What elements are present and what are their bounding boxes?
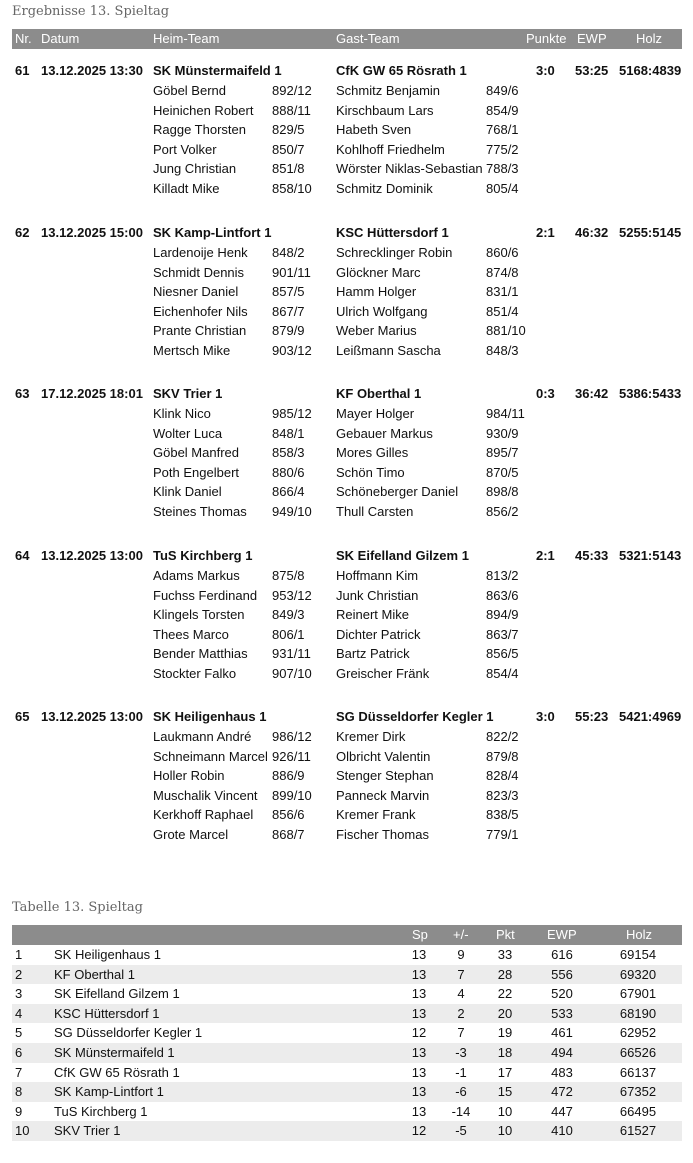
match-block <box>12 225 682 365</box>
table-row <box>12 945 682 965</box>
table-ewp: 447 <box>551 1103 573 1119</box>
home-player-score: 857/5 <box>272 284 305 299</box>
table-row <box>12 1082 682 1102</box>
match-holz: 5386:5433 <box>619 386 682 401</box>
table-ewp: 483 <box>551 1064 573 1080</box>
table-holz: 67901 <box>619 986 657 1002</box>
table-holz: 66137 <box>619 1064 657 1080</box>
home-player-name: Ragge Thorsten <box>153 122 246 137</box>
guest-player-score: 856/5 <box>486 646 519 661</box>
guest-player-score: 775/2 <box>486 141 519 157</box>
guest-player-name: Wörster Niklas-Sebastian <box>336 161 483 176</box>
match-block <box>12 386 682 526</box>
home-team-name: SK Münstermaifeld 1 <box>153 63 282 78</box>
guest-player-name: Reinert Mike <box>336 607 409 622</box>
results-title: Ergebnisse 13. Spieltag <box>12 4 170 19</box>
home-player-name: Göbel Bernd <box>153 83 226 98</box>
guest-player-score: 894/9 <box>486 607 519 622</box>
match-ewp: 53:25 <box>575 63 609 78</box>
home-player-name: Lardenoije Henk <box>153 245 248 260</box>
guest-player-name: Kohlhoff Friedhelm <box>336 141 445 157</box>
header-holz: Holz <box>636 31 663 46</box>
home-player-name: Bender Matthias <box>153 646 248 661</box>
table-team: CfK GW 65 Rösrath 1 <box>54 1064 180 1080</box>
match-ewp: 36:42 <box>575 386 609 401</box>
guest-player-score: 874/8 <box>486 264 519 280</box>
table-rank: 1 <box>15 947 23 962</box>
table-diff: 9 <box>457 947 465 962</box>
table-pkt: 33 <box>497 947 513 962</box>
guest-player-score: 863/6 <box>486 587 519 603</box>
guest-player-name: Kirschbaum Lars <box>336 102 434 118</box>
match-nr: 63 <box>15 386 30 401</box>
table-sp: 12 <box>411 1123 427 1139</box>
home-player-name: Holler Robin <box>153 768 225 783</box>
match-block <box>12 709 682 849</box>
table-ewp: 556 <box>551 966 573 982</box>
home-player-score: 899/10 <box>272 787 312 803</box>
home-player-name: Klink Daniel <box>153 484 222 499</box>
guest-player-name: Schön Timo <box>336 464 405 480</box>
table-row <box>12 1023 682 1043</box>
home-player-name: Poth Engelbert <box>153 464 240 480</box>
guest-player-name: Stenger Stephan <box>336 768 434 783</box>
match-datum: 13.12.2025 13:00 <box>41 548 143 563</box>
table-diff: -1 <box>455 1064 467 1080</box>
results-header <box>12 29 682 49</box>
header-table-ewp: EWP <box>547 927 577 942</box>
table-sp: 13 <box>411 966 427 982</box>
home-player-score: 875/8 <box>272 568 305 583</box>
home-player-score: 949/10 <box>272 503 312 519</box>
header-gast: Gast-Team <box>336 31 400 46</box>
guest-player-name: Ulrich Wolfgang <box>336 303 428 319</box>
table-team: SK Kamp-Lintfort 1 <box>54 1084 164 1100</box>
guest-player-name: Habeth Sven <box>336 122 412 137</box>
home-player-score: 806/1 <box>272 626 305 642</box>
home-player-score: 867/7 <box>272 303 305 319</box>
home-player-name: Kerkhoff Raphael <box>153 807 254 822</box>
home-player-score: 903/12 <box>272 342 312 358</box>
table-row <box>12 1004 682 1024</box>
table-row <box>12 1102 682 1122</box>
table-team: KSC Hüttersdorf 1 <box>54 1005 160 1021</box>
standings-table <box>12 945 682 1141</box>
home-player-score: 879/9 <box>272 323 305 338</box>
home-player-score: 931/11 <box>272 646 311 661</box>
guest-player-name: Schöneberger Daniel <box>336 484 459 499</box>
table-sp: 13 <box>411 1005 427 1021</box>
home-player-score: 850/7 <box>272 141 305 157</box>
table-holz: 66495 <box>619 1103 657 1119</box>
header-heim: Heim-Team <box>153 31 220 46</box>
guest-player-name: Fischer Thomas <box>336 826 429 842</box>
guest-player-score: 779/1 <box>486 826 519 842</box>
header-table-holz: Holz <box>626 927 653 942</box>
home-team-name: TuS Kirchberg 1 <box>153 548 253 563</box>
guest-player-score: 768/1 <box>486 122 519 137</box>
table-pkt: 18 <box>497 1044 513 1060</box>
match-holz: 5168:4839 <box>619 63 682 78</box>
match-nr: 64 <box>15 548 30 563</box>
home-player-score: 858/10 <box>272 180 312 196</box>
table-sp: 12 <box>411 1025 427 1041</box>
table-title: Tabelle 13. Spieltag <box>12 900 143 915</box>
table-holz: 66526 <box>619 1044 657 1060</box>
match-holz: 5321:5143 <box>619 548 682 563</box>
table-team: KF Oberthal 1 <box>54 966 135 982</box>
guest-player-name: Weber Marius <box>336 323 417 338</box>
table-row <box>12 965 682 985</box>
table-sp: 13 <box>411 1103 427 1119</box>
table-ewp: 410 <box>551 1123 573 1139</box>
home-player-score: 888/11 <box>272 102 311 118</box>
home-player-name: Port Volker <box>153 141 217 157</box>
match-holz: 5255:5145 <box>619 225 682 240</box>
guest-player-name: Olbricht Valentin <box>336 748 431 764</box>
home-player-score: 986/12 <box>272 729 312 744</box>
home-player-name: Niesner Daniel <box>153 284 239 299</box>
table-rank: 4 <box>15 1005 23 1021</box>
guest-player-name: Hoffmann Kim <box>336 568 419 583</box>
table-pkt: 17 <box>497 1064 513 1080</box>
table-sp: 13 <box>411 1064 427 1080</box>
table-diff: -6 <box>455 1084 467 1100</box>
table-row <box>12 1121 682 1141</box>
match-holz: 5421:4969 <box>619 709 682 724</box>
table-row <box>12 984 682 1004</box>
table-sp: 13 <box>411 986 427 1002</box>
home-player-name: Jung Christian <box>153 161 237 176</box>
guest-player-score: 898/8 <box>486 484 519 499</box>
home-player-score: 829/5 <box>272 122 305 137</box>
home-player-name: Thees Marco <box>153 626 229 642</box>
match-ewp: 55:23 <box>575 709 609 724</box>
home-player-name: Killadt Mike <box>153 180 220 196</box>
table-team: SK Eifelland Gilzem 1 <box>54 986 180 1002</box>
match-nr: 62 <box>15 225 30 240</box>
guest-player-name: Kremer Frank <box>336 807 416 822</box>
table-sp: 13 <box>411 1044 427 1060</box>
table-row <box>12 1043 682 1063</box>
home-player-score: 907/10 <box>272 665 312 681</box>
home-player-name: Eichenhofer Nils <box>153 303 248 319</box>
table-ewp: 472 <box>551 1084 573 1100</box>
guest-team-name: KF Oberthal 1 <box>336 386 422 401</box>
table-holz: 62952 <box>619 1025 657 1041</box>
guest-player-score: 881/10 <box>486 323 526 338</box>
match-nr: 65 <box>15 709 30 724</box>
home-player-score: 848/2 <box>272 245 305 260</box>
guest-player-score: 930/9 <box>486 425 519 441</box>
guest-player-name: Panneck Marvin <box>336 787 430 803</box>
guest-player-score: 984/11 <box>486 406 525 421</box>
home-team-name: SKV Trier 1 <box>153 386 223 401</box>
home-player-score: 866/4 <box>272 484 305 499</box>
match-datum: 13.12.2025 13:00 <box>41 709 143 724</box>
guest-player-score: 870/5 <box>486 464 519 480</box>
home-player-name: Schmidt Dennis <box>153 264 245 280</box>
header-sp: Sp <box>412 927 428 942</box>
guest-player-score: 813/2 <box>486 568 519 583</box>
guest-player-name: Thull Carsten <box>336 503 414 519</box>
table-row <box>12 1063 682 1083</box>
home-player-name: Fuchss Ferdinand <box>153 587 258 603</box>
header-ewp: EWP <box>577 31 607 46</box>
home-player-name: Grote Marcel <box>153 826 229 842</box>
table-pkt: 10 <box>497 1123 513 1139</box>
home-player-score: 892/12 <box>272 83 312 98</box>
table-team: TuS Kirchberg 1 <box>54 1103 148 1119</box>
table-team: SG Düsseldorfer Kegler 1 <box>54 1025 203 1041</box>
home-player-name: Muschalik Vincent <box>153 787 258 803</box>
match-punkte: 3:0 <box>536 63 555 78</box>
guest-player-score: 854/4 <box>486 665 519 681</box>
guest-player-name: Bartz Patrick <box>336 646 410 661</box>
match-datum: 13.12.2025 15:00 <box>41 225 143 240</box>
guest-player-score: 849/6 <box>486 83 519 98</box>
home-player-name: Stockter Falko <box>153 665 237 681</box>
table-sp: 13 <box>411 1084 427 1100</box>
guest-team-name: SK Eifelland Gilzem 1 <box>336 548 469 563</box>
table-rank: 3 <box>15 986 23 1002</box>
guest-player-name: Schmitz Dominik <box>336 180 433 196</box>
home-player-name: Mertsch Mike <box>153 342 231 358</box>
home-player-score: 848/1 <box>272 425 305 441</box>
guest-team-name: CfK GW 65 Rösrath 1 <box>336 63 467 78</box>
table-sp: 13 <box>411 947 427 962</box>
match-datum: 13.12.2025 13:30 <box>41 63 143 78</box>
guest-player-name: Hamm Holger <box>336 284 417 299</box>
table-diff: 7 <box>457 966 465 982</box>
guest-player-name: Junk Christian <box>336 587 419 603</box>
home-player-score: 856/6 <box>272 807 305 822</box>
table-pkt: 20 <box>497 1005 513 1021</box>
guest-player-name: Mayer Holger <box>336 406 415 421</box>
table-holz: 61527 <box>619 1123 657 1139</box>
match-datum: 17.12.2025 18:01 <box>41 386 143 401</box>
home-player-name: Heinichen Robert <box>153 102 254 118</box>
home-player-score: 849/3 <box>272 607 305 622</box>
match-punkte: 2:1 <box>536 225 555 240</box>
table-ewp: 533 <box>551 1005 573 1021</box>
table-rank: 7 <box>15 1064 23 1080</box>
table-header <box>12 925 682 945</box>
guest-player-score: 831/1 <box>486 284 519 299</box>
match-ewp: 45:33 <box>575 548 609 563</box>
home-player-name: Göbel Manfred <box>153 445 239 460</box>
home-player-name: Klingels Torsten <box>153 607 245 622</box>
match-punkte: 3:0 <box>536 709 555 724</box>
table-pkt: 22 <box>497 986 513 1002</box>
home-player-name: Adams Markus <box>153 568 240 583</box>
header-punkte: Punkte <box>526 31 567 46</box>
guest-player-score: 860/6 <box>486 245 519 260</box>
table-team: SK Heiligenhaus 1 <box>54 947 161 962</box>
guest-player-name: Schrecklinger Robin <box>336 245 453 260</box>
match-punkte: 2:1 <box>536 548 555 563</box>
home-player-score: 858/3 <box>272 445 305 460</box>
table-holz: 69320 <box>619 966 657 982</box>
home-player-score: 880/6 <box>272 464 305 480</box>
table-diff: -5 <box>455 1123 467 1139</box>
home-player-name: Steines Thomas <box>153 503 247 519</box>
table-holz: 68190 <box>619 1005 657 1021</box>
table-ewp: 461 <box>551 1025 573 1041</box>
guest-player-name: Dichter Patrick <box>336 626 421 642</box>
match-block <box>12 63 682 203</box>
home-player-name: Klink Nico <box>153 406 211 421</box>
guest-player-name: Glöckner Marc <box>336 264 421 280</box>
table-ewp: 494 <box>551 1044 573 1060</box>
table-pkt: 15 <box>497 1084 513 1100</box>
guest-player-score: 805/4 <box>486 180 519 196</box>
table-rank: 6 <box>15 1044 23 1060</box>
table-rank: 9 <box>15 1103 23 1119</box>
table-diff: 4 <box>457 986 465 1002</box>
table-pkt: 19 <box>497 1025 513 1041</box>
guest-player-name: Kremer Dirk <box>336 729 406 744</box>
home-player-name: Laukmann André <box>153 729 252 744</box>
table-pkt: 28 <box>497 966 513 982</box>
header-datum: Datum <box>41 31 80 46</box>
guest-player-score: 823/3 <box>486 787 519 803</box>
guest-player-score: 856/2 <box>486 503 519 519</box>
match-ewp: 46:32 <box>575 225 609 240</box>
guest-player-score: 895/7 <box>486 445 519 460</box>
table-diff: 2 <box>457 1005 465 1021</box>
table-diff: 7 <box>457 1025 465 1041</box>
table-rank: 2 <box>15 966 23 982</box>
home-player-score: 953/12 <box>272 587 312 603</box>
guest-player-score: 851/4 <box>486 303 519 319</box>
guest-player-name: Schmitz Benjamin <box>336 83 441 98</box>
guest-team-name: KSC Hüttersdorf 1 <box>336 225 449 240</box>
table-ewp: 520 <box>551 986 573 1002</box>
header-diff: +/- <box>453 927 469 942</box>
table-rank: 10 <box>15 1123 30 1139</box>
match-punkte: 0:3 <box>536 386 555 401</box>
home-player-name: Wolter Luca <box>153 425 223 441</box>
table-holz: 69154 <box>619 947 657 962</box>
header-pkt: Pkt <box>496 927 515 942</box>
table-rank: 8 <box>15 1084 23 1100</box>
table-diff: -14 <box>451 1103 471 1119</box>
guest-player-score: 838/5 <box>486 807 519 822</box>
table-pkt: 10 <box>497 1103 513 1119</box>
guest-player-name: Greischer Fränk <box>336 665 430 681</box>
table-rank: 5 <box>15 1025 23 1041</box>
guest-team-name: SG Düsseldorfer Kegler 1 <box>336 709 494 724</box>
match-nr: 61 <box>15 63 30 78</box>
home-team-name: SK Heiligenhaus 1 <box>153 709 267 724</box>
home-player-score: 985/12 <box>272 406 312 421</box>
table-holz: 67352 <box>619 1084 657 1100</box>
guest-player-name: Leißmann Sascha <box>336 342 441 358</box>
home-player-name: Prante Christian <box>153 323 247 338</box>
guest-player-score: 822/2 <box>486 729 519 744</box>
guest-player-score: 879/8 <box>486 748 519 764</box>
table-team: SK Münstermaifeld 1 <box>54 1044 175 1060</box>
table-diff: -3 <box>455 1044 467 1060</box>
home-player-score: 868/7 <box>272 826 305 842</box>
guest-player-score: 848/3 <box>486 342 519 358</box>
header-nr: Nr. <box>15 31 32 46</box>
home-player-score: 926/11 <box>272 748 311 764</box>
guest-player-score: 854/9 <box>486 102 519 118</box>
home-player-score: 901/11 <box>272 264 311 280</box>
table-ewp: 616 <box>551 947 573 962</box>
guest-player-score: 863/7 <box>486 626 519 642</box>
home-player-score: 851/8 <box>272 161 305 176</box>
home-player-name: Schneimann Marcel <box>153 748 268 764</box>
match-block <box>12 548 682 688</box>
guest-player-score: 788/3 <box>486 161 519 176</box>
home-team-name: SK Kamp-Lintfort 1 <box>153 225 272 240</box>
guest-player-name: Mores Gilles <box>336 445 409 460</box>
table-team: SKV Trier 1 <box>54 1123 121 1139</box>
guest-player-score: 828/4 <box>486 768 519 783</box>
home-player-score: 886/9 <box>272 768 305 783</box>
guest-player-name: Gebauer Markus <box>336 425 433 441</box>
